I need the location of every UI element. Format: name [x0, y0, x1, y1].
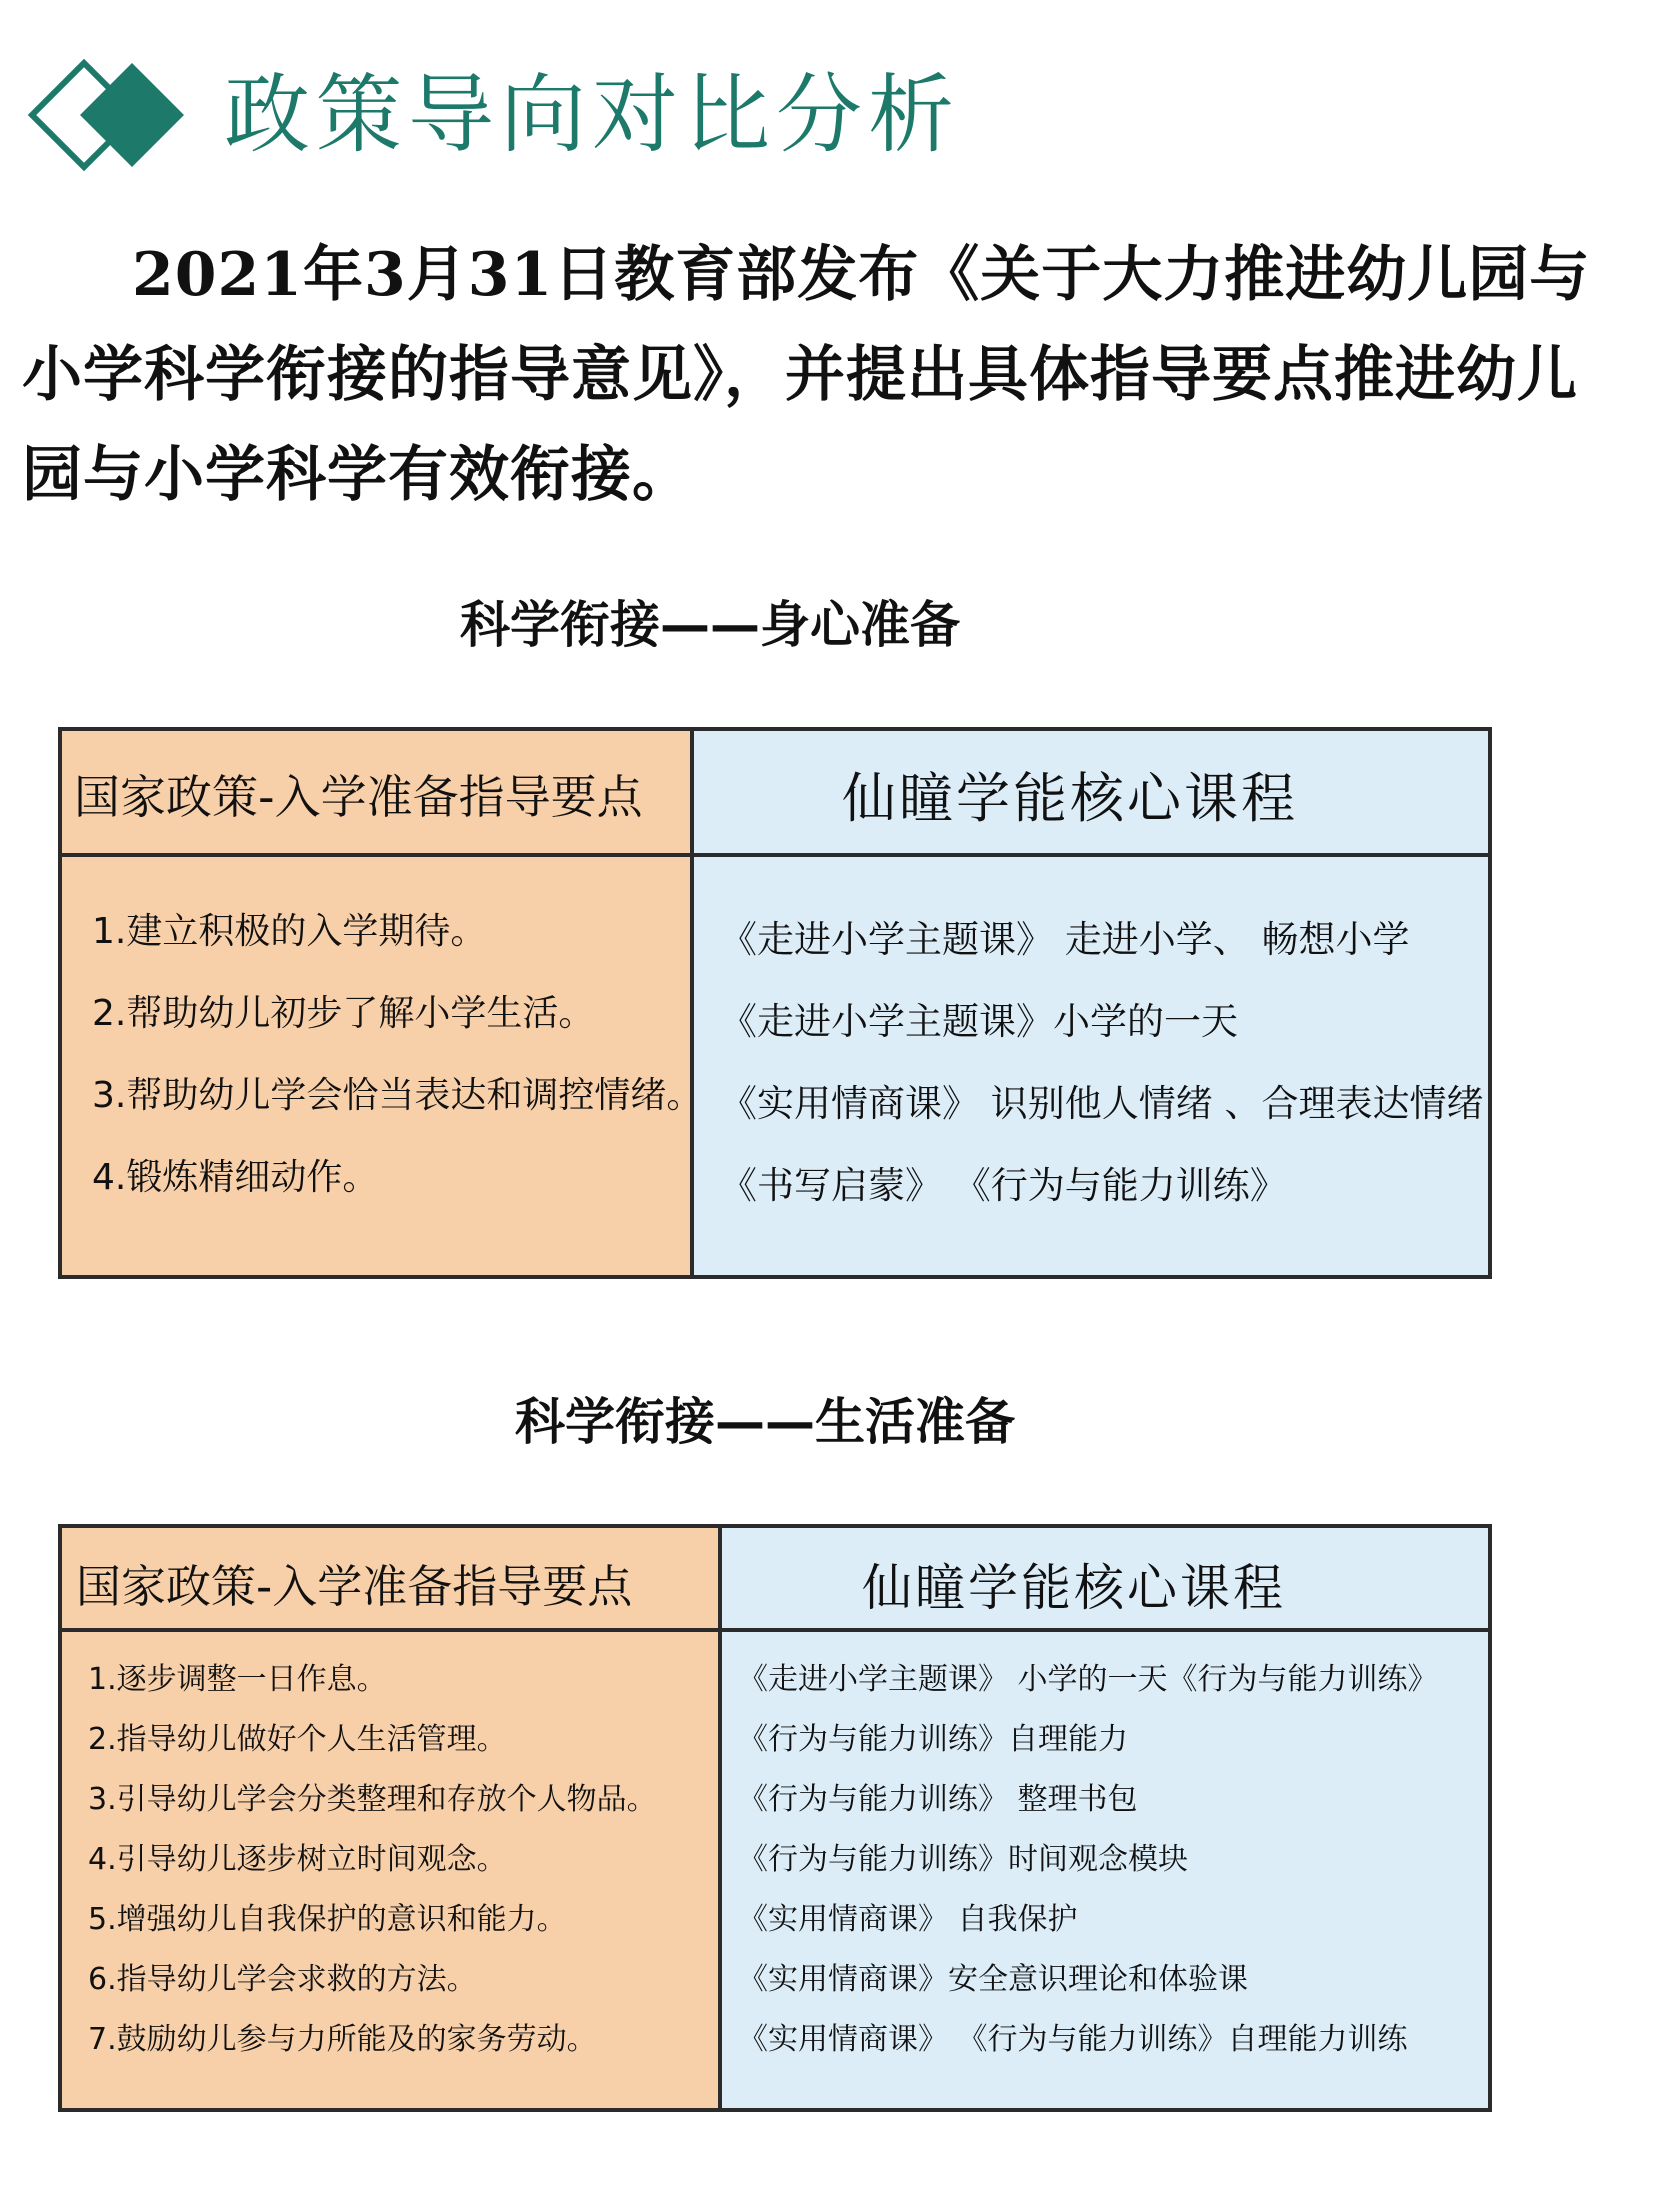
list-item: 《走进小学主题课》 小学的一天《行为与能力训练》: [738, 1662, 1438, 1697]
list-item: 2.指导幼儿做好个人生活管理。: [88, 1722, 507, 1757]
list-item: 2.帮助幼儿初步了解小学生活。: [92, 993, 595, 1034]
header-divider: [62, 1628, 1488, 1632]
list-item: 7.鼓励幼儿参与力所能及的家务劳动。: [88, 2022, 597, 2057]
right-item-list: [720, 899, 1484, 1227]
intro-paragraph: 2021年3月31日教育部发布《关于大力推进幼儿园与小学科学衔接的指导意见》，并提出具体指导要点推进幼儿园与小学科学有效衔接。: [22, 240, 1591, 510]
comparison-table-life: [58, 1524, 1492, 2112]
left-item-list: [88, 1650, 657, 2070]
right-item-list: [738, 1650, 1438, 2070]
right-header: 仙瞳学能核心课程: [842, 767, 1298, 830]
double-diamond-icon: [24, 55, 194, 175]
list-item: 《行为与能力训练》自理能力: [738, 1722, 1128, 1757]
list-item: 《实用情商课》 《行为与能力训练》自理能力训练: [738, 2022, 1408, 2057]
list-item: 6.指导幼儿学会求救的方法。: [88, 1962, 477, 1997]
page-title: 政策导向对比分析: [224, 65, 960, 165]
list-item: 5.增强幼儿自我保护的意识和能力。: [88, 1902, 567, 1937]
section-title-life: 科学衔接——生活准备: [515, 1393, 1015, 1451]
list-item: 《走进小学主题课》 走进小学、 畅想小学: [720, 918, 1410, 961]
comparison-table-psych: [58, 727, 1492, 1279]
list-item: 《实用情商课》 识别他人情绪 、合理表达情绪: [720, 1082, 1484, 1125]
list-item: 4.引导幼儿逐步树立时间观念。: [88, 1842, 507, 1877]
left-item-list: [92, 891, 702, 1219]
left-header: 国家政策-入学准备指导要点: [76, 1560, 633, 1613]
list-item: 《行为与能力训练》 整理书包: [738, 1782, 1138, 1817]
header-divider: [62, 853, 1488, 857]
column-divider: [718, 1528, 722, 2108]
left-header: 国家政策-入学准备指导要点: [74, 770, 643, 824]
list-item: 4.锻炼精细动作。: [92, 1157, 379, 1198]
list-item: 3.引导幼儿学会分类整理和存放个人物品。: [88, 1782, 657, 1817]
list-item: 《实用情商课》 自我保护: [738, 1902, 1078, 1937]
list-item: 《走进小学主题课》小学的一天: [720, 1000, 1238, 1043]
list-item: 《实用情商课》安全意识理论和体验课: [738, 1962, 1248, 1997]
list-item: 《行为与能力训练》时间观念模块: [738, 1842, 1188, 1877]
list-item: 3.帮助幼儿学会恰当表达和调控情绪。: [92, 1075, 703, 1116]
list-item: 1.建立积极的入学期待。: [92, 911, 487, 952]
page-header: [24, 55, 1624, 175]
right-header: 仙瞳学能核心课程: [862, 1559, 1286, 1617]
list-item: 1.逐步调整一日作息。: [88, 1662, 387, 1697]
section-title-psych: 科学衔接——身心准备: [460, 596, 960, 654]
list-item: 《书写启蒙》 《行为与能力训练》: [720, 1164, 1287, 1207]
